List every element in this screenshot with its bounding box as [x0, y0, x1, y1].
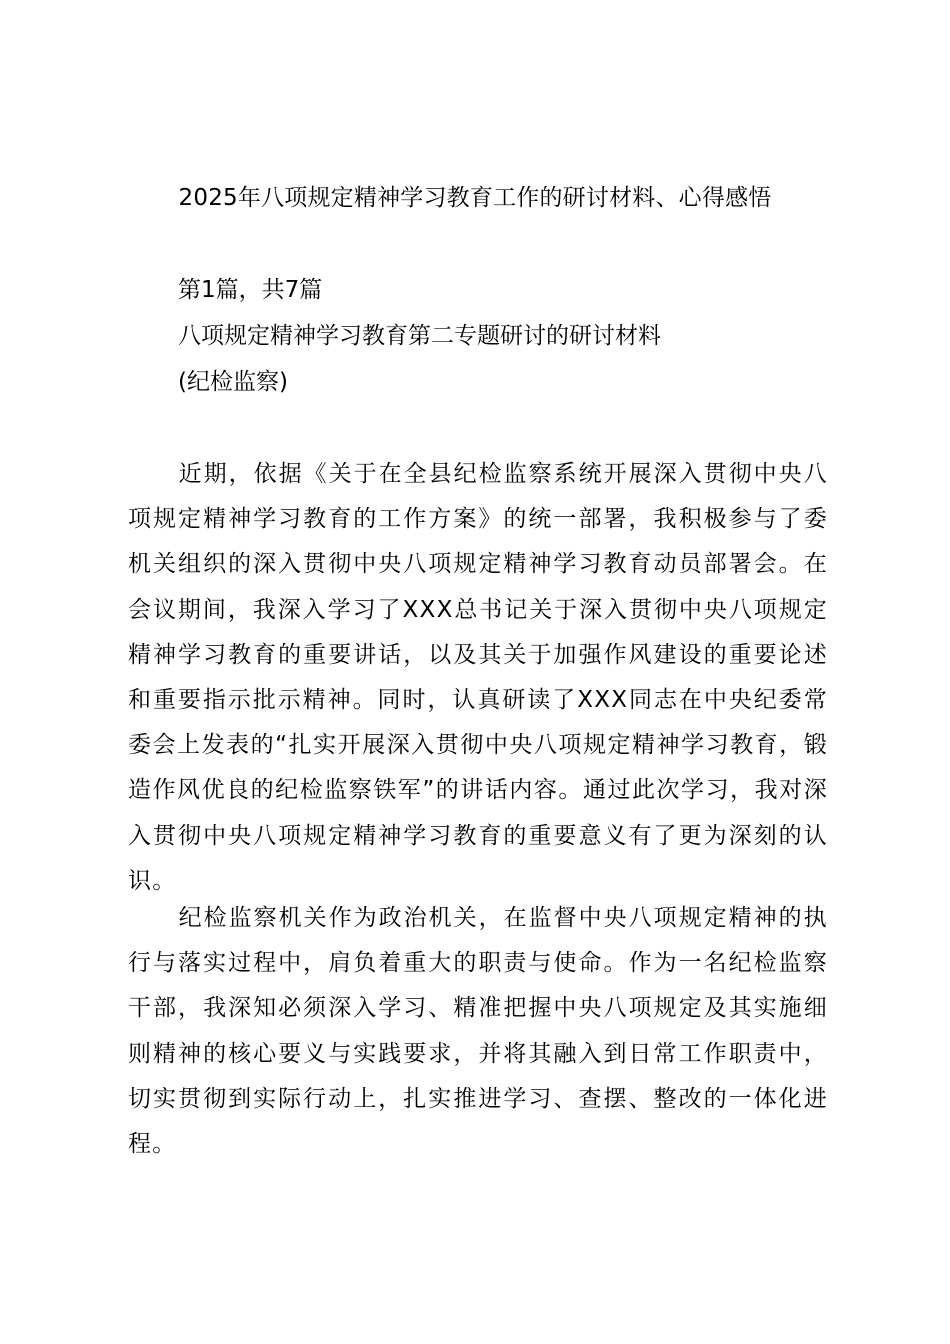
body-paragraph: 纪检监察机关作为政治机关，在监督中央八项规定精神的执行与落实过程中，肩负着重大的职责与使命。作为一名纪检监察干部，我深知必须深入学习、精准把握中央八项规定及其实施细则精神的核心要义与实践要求，并将其融入到日常工作职责中，切实贯彻到实际行动上，扎实推进学习、查摆、整改的一体化进程。	[128, 905, 828, 1158]
article-subtitle: 八项规定精神学习教育第二专题研讨的研讨材料	[178, 323, 661, 349]
document-title: 2025年八项规定精神学习教育工作的研讨材料、心得感悟	[178, 185, 772, 211]
body-paragraph: 近期，依据《关于在全县纪检监察系统开展深入贯彻中央八项规定精神学习教育的工作方案》的统一部署，我积极参与了委机关组织的深入贯彻中央八项规定精神学习教育动员部署会。在会议期间，我深入学习了XXX总书记关于深入贯彻中央八项规定精神学习教育的重要讲话，以及其关于加强作风建设的重要论述和重要指示批示精神。同时，认真研读了XXX同志在中央纪委常委会上发表的“扎实开展深入贯彻中央八项规定精神学习教育，锻造作风优良的纪检监察铁军”的讲话内容。通过此次学习，我对深入贯彻中央八项规定精神学习教育的重要意义有了更为深刻的认识。	[128, 461, 828, 894]
department-label: (纪检监察)	[178, 369, 288, 395]
part-indicator: 第1篇，共7篇	[178, 277, 323, 303]
